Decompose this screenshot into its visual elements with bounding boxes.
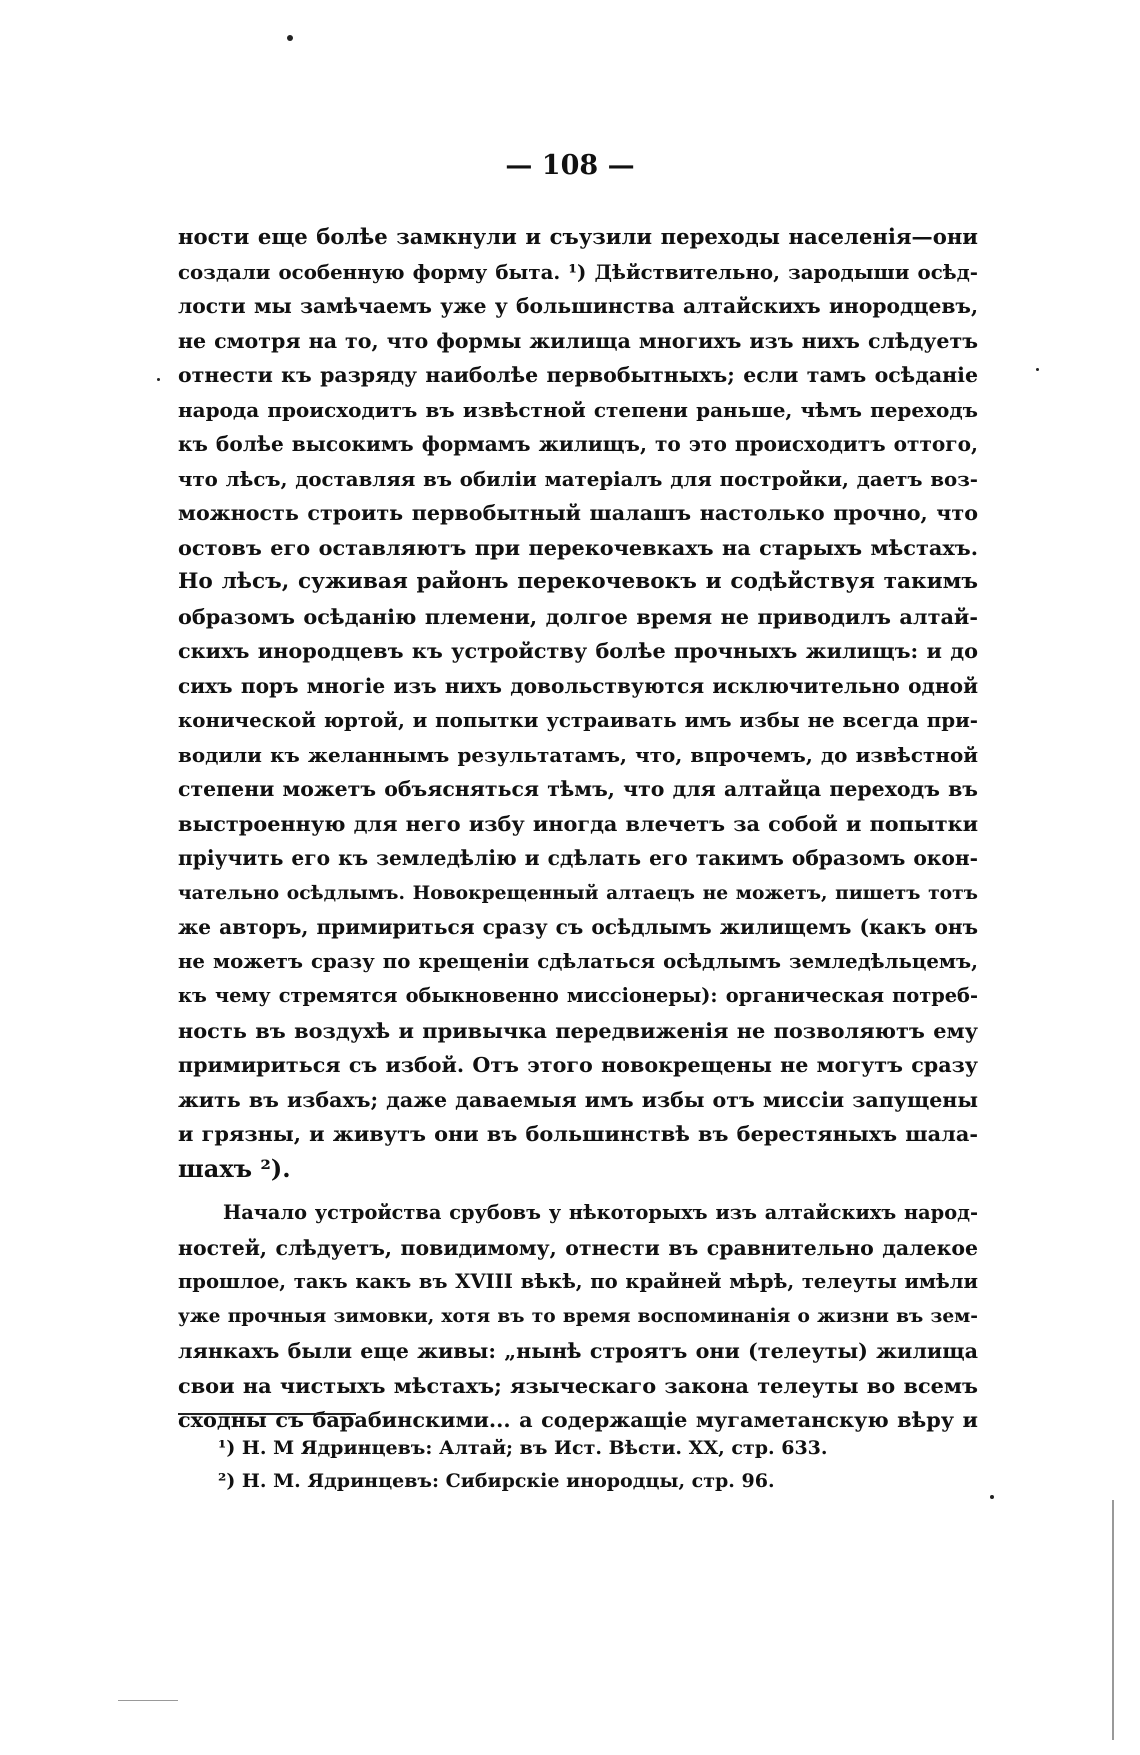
scan-speck: [287, 35, 293, 41]
text-line: сходны съ барабинскими... а содержащіе мугаметанскую вѣру и: [178, 1407, 978, 1432]
footnote-2: ²) Н. М. Ядринцевъ: Сибирскіе инородцы, стр. 96.: [218, 1470, 775, 1492]
footnotes: [218, 1432, 978, 1498]
footnote-divider: [178, 1413, 356, 1415]
text-line: чательно осѣдлымъ. Новокрещенный алтаецъ не можетъ, пишетъ тотъ: [178, 881, 978, 904]
text-line: свои на чистыхъ мѣстахъ; языческаго закона телеуты во всемъ: [178, 1372, 978, 1398]
text-line: примириться съ избой. Отъ этого новокрещены не могутъ сразу: [178, 1053, 978, 1077]
body-text: [178, 220, 978, 1438]
paragraph-first-line: Начало устройства срубовъ у нѣкоторыхъ изъ алтайскихъ народ-: [223, 1201, 978, 1224]
text-line: степени можетъ объясняться тѣмъ, что для алтайца переходъ въ: [178, 777, 978, 801]
text-line: же авторъ, примириться сразу съ осѣдлымъ жилищемъ (какъ онъ: [178, 915, 978, 939]
text-line: водили къ желаннымъ результатамъ, что, впрочемъ, до извѣстной: [178, 742, 978, 767]
text-line: ности еще болѣе замкнули и съузили переходы населенія—они: [178, 224, 978, 249]
margin-mark: [118, 1700, 178, 1701]
text-line: прошлое, такъ какъ въ XVIII вѣкѣ, по крайней мѣрѣ, телеуты имѣли: [178, 1270, 978, 1293]
text-line: уже прочныя зимовки, хотя въ то время воспоминанія о жизни въ зем-: [178, 1305, 978, 1327]
text-line: отнести къ разряду наиболѣе первобытныхъ; если тамъ осѣданіе: [178, 363, 978, 387]
text-line: образомъ осѣданію племени, долгое время не приводилъ алтай-: [178, 603, 978, 629]
text-line: ность въ воздухѣ и привычка передвиженія не позволяютъ ему: [178, 1017, 978, 1043]
text-line: лости мы замѣчаемъ уже у большинства алтайскихъ инородцевъ,: [178, 294, 978, 318]
scan-speck: [1036, 368, 1039, 371]
text-line: лянкахъ были еще живы: „нынѣ строятъ они (телеуты) жилища: [178, 1339, 978, 1363]
text-line: къ чему стремятся обыкновенно миссіонеры): органическая потреб-: [178, 984, 978, 1007]
text-line: и грязны, и живутъ они въ большинствѣ въ берестяныхъ шала-: [178, 1121, 978, 1146]
text-line: не можетъ сразу по крещеніи сдѣлаться осѣдлымъ земледѣльцемъ,: [178, 949, 978, 973]
text-line: шахъ ²).: [178, 1153, 291, 1183]
text-line: не смотря на то, что формы жилища многихъ изъ нихъ слѣдуетъ: [178, 328, 978, 353]
text-line: къ болѣе высокимъ формамъ жилищъ, то это происходитъ оттого,: [178, 432, 978, 456]
text-line: можность строить первобытный шалашъ настолько прочно, что: [178, 501, 978, 525]
text-line: сихъ поръ многіе изъ нихъ довольствуются исключительно одной: [178, 673, 978, 698]
text-line: пріучить его къ земледѣлію и сдѣлать его такимъ образомъ окон-: [178, 846, 978, 870]
text-line: остовъ его оставляютъ при перекочевкахъ на старыхъ мѣстахъ.: [178, 534, 978, 560]
text-line: скихъ инородцевъ къ устройству болѣе прочныхъ жилищъ: и до: [178, 638, 978, 663]
margin-mark: [1112, 1500, 1114, 1740]
text-line: жить въ избахъ; даже даваемыя имъ избы отъ миссіи запущены: [178, 1087, 978, 1112]
page-number: — 108 —: [505, 150, 635, 181]
text-line: конической юртой, и попытки устраивать имъ избы не всегда при-: [178, 708, 978, 732]
text-line: ностей, слѣдуетъ, повидимому, отнести въ сравнительно далекое: [178, 1235, 978, 1260]
footnote-1: ¹) Н. М Ядринцевъ: Алтай; въ Ист. Вѣсти. XX, стр. 633.: [218, 1437, 828, 1459]
scan-speck: [990, 1495, 994, 1499]
text-line: создали особенную форму быта. ¹) Дѣйствительно, зародыши осѣд-: [178, 259, 978, 284]
text-line: что лѣсъ, доставляя въ обиліи матеріалъ для постройки, даетъ воз-: [178, 466, 978, 491]
text-line: выстроенную для него избу иногда влечетъ за собой и попытки: [178, 810, 978, 836]
text-line: Но лѣсъ, суживая районъ перекочевокъ и содѣйствуя такимъ: [178, 569, 978, 594]
text-line: народа происходитъ въ извѣстной степени раньше, чѣмъ переходъ: [178, 397, 978, 422]
scan-speck: [157, 378, 160, 381]
